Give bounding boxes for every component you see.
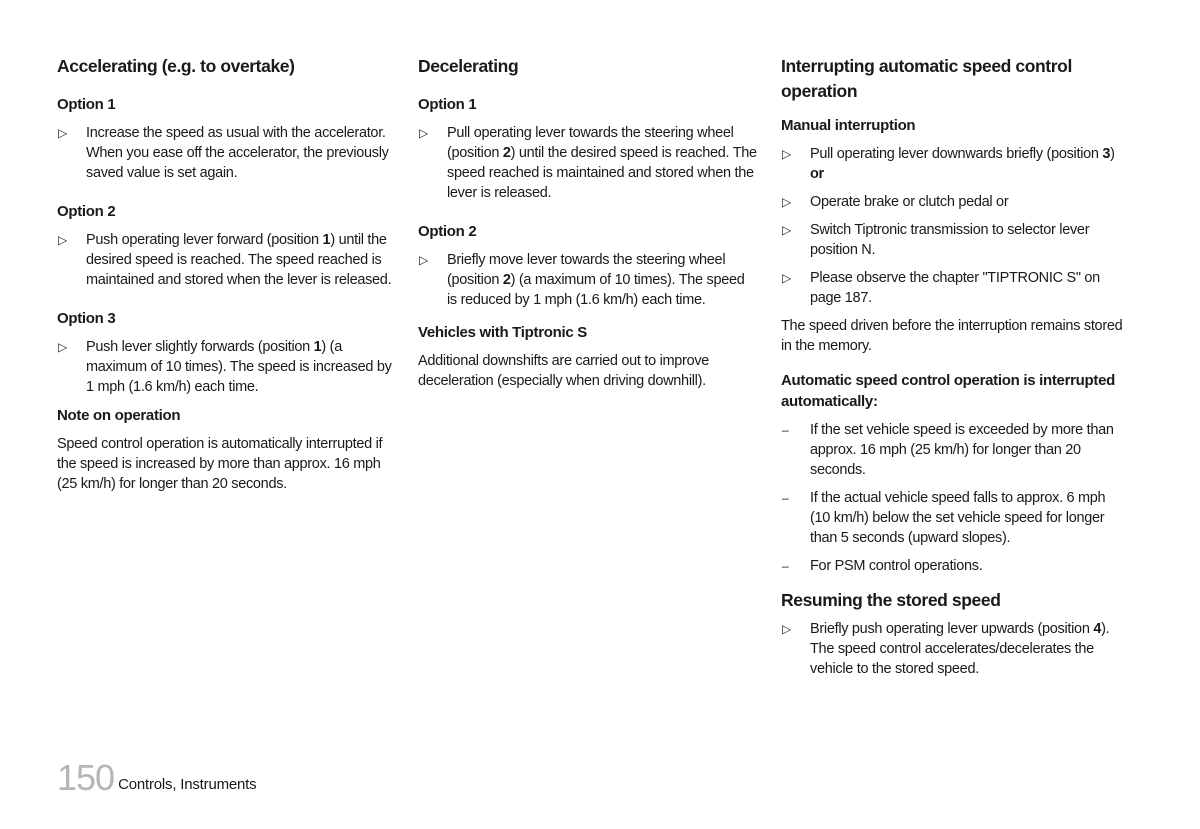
triangle-bullet-icon: ▷ [782, 223, 791, 237]
page-number: 150 [57, 757, 115, 798]
list-item [57, 123, 392, 183]
heading-resuming: Resuming the stored speed [781, 590, 1001, 610]
heading-decelerating: Decelerating [418, 56, 519, 76]
list-item-text: Pull operating lever downwards briefly (position 3) or [810, 146, 1115, 182]
column-accelerating [57, 54, 392, 504]
list-item [781, 268, 1126, 308]
list-item-text: Briefly push operating lever upwards (position 4). The speed control accelerates/decelerates the vehicle to the stored speed. [810, 621, 1110, 677]
heading-interrupting: Interrupting automatic speed control operation [781, 56, 1072, 101]
heading-accelerating: Accelerating (e.g. to overtake) [57, 56, 295, 76]
triangle-bullet-icon: ▷ [58, 126, 67, 140]
option2-title: Option 2 [418, 223, 477, 240]
automatic-interruption-title: Automatic speed control operation is interrupted automatically: [781, 372, 1115, 410]
option1-title: Option 1 [57, 96, 116, 113]
triangle-bullet-icon: ▷ [58, 233, 67, 247]
list-item [57, 230, 392, 290]
memory-text: The speed driven before the interruption remains stored in the memory. [781, 318, 1123, 354]
list-item [781, 192, 1126, 212]
list-item [781, 144, 1126, 184]
note-title: Note on operation [57, 407, 181, 424]
triangle-bullet-icon: ▷ [782, 271, 791, 285]
manual-interruption-title: Manual interruption [781, 117, 916, 134]
list-item-text: If the actual vehicle speed falls to approx. 6 mph (10 km/h) below the set vehicle speed for longer than 5 seconds (upward slopes). [810, 490, 1106, 546]
list-item-text: Switch Tiptronic transmission to selector lever position N. [810, 222, 1090, 258]
dash-bullet-icon: – [782, 559, 789, 573]
triangle-bullet-icon: ▷ [58, 340, 67, 354]
dash-bullet-icon: – [782, 423, 789, 437]
list-item-text: Operate brake or clutch pedal or [810, 194, 1009, 210]
triangle-bullet-icon: ▷ [782, 622, 791, 636]
column-decelerating [418, 54, 758, 401]
list-item-text: Pull operating lever towards the steering wheel (position 2) until the desired speed is reached. The speed reached is maintained and stored when the lever is released. [447, 125, 757, 201]
list-item [781, 420, 1126, 480]
list-item [418, 123, 758, 203]
page-footer [57, 757, 257, 798]
list-item-text: Push operating lever forward (position 1) until the desired speed is reached. The speed reached is maintained and stored when the lever is released. [86, 232, 392, 288]
triangle-bullet-icon: ▷ [782, 147, 791, 161]
list-item [781, 220, 1126, 260]
option1-title: Option 1 [418, 96, 477, 113]
list-item-text: For PSM control operations. [810, 558, 983, 574]
dash-bullet-icon: – [782, 491, 789, 505]
triangle-bullet-icon: ▷ [419, 253, 428, 267]
option2-title: Option 2 [57, 203, 116, 220]
tiptronic-text: Additional downshifts are carried out to improve deceleration (especially when driving downhill). [418, 353, 710, 389]
list-item-text: Push lever slightly forwards (position 1) (a maximum of 10 times). The speed is increased by 1 mph (1.6 km/h) each time. [86, 339, 392, 395]
list-item [781, 556, 1126, 576]
triangle-bullet-icon: ▷ [419, 126, 428, 140]
option3-title: Option 3 [57, 310, 116, 327]
list-item-text: Please observe the chapter "TIPTRONIC S" on page 187. [810, 270, 1100, 306]
list-item-text: If the set vehicle speed is exceeded by more than approx. 16 mph (25 km/h) for longer than 20 seconds. [810, 422, 1114, 478]
section-name: Controls, Instruments [118, 776, 257, 793]
tiptronic-title: Vehicles with Tiptronic S [418, 324, 587, 341]
list-item-text: Increase the speed as usual with the accelerator. When you ease off the accelerator, the previously saved value is set again. [86, 125, 389, 181]
list-item [418, 250, 758, 310]
list-item-text: Briefly move lever towards the steering wheel (position 2) (a maximum of 10 times). The speed is reduced by 1 mph (1.6 km/h) each time. [447, 252, 745, 308]
column-interrupting [781, 54, 1126, 687]
note-text: Speed control operation is automatically interrupted if the speed is increased by more than approx. 16 mph (25 km/h) for longer than 20 seconds. [57, 436, 383, 492]
list-item [781, 488, 1126, 548]
list-item [781, 619, 1126, 679]
triangle-bullet-icon: ▷ [782, 195, 791, 209]
list-item [57, 337, 392, 397]
